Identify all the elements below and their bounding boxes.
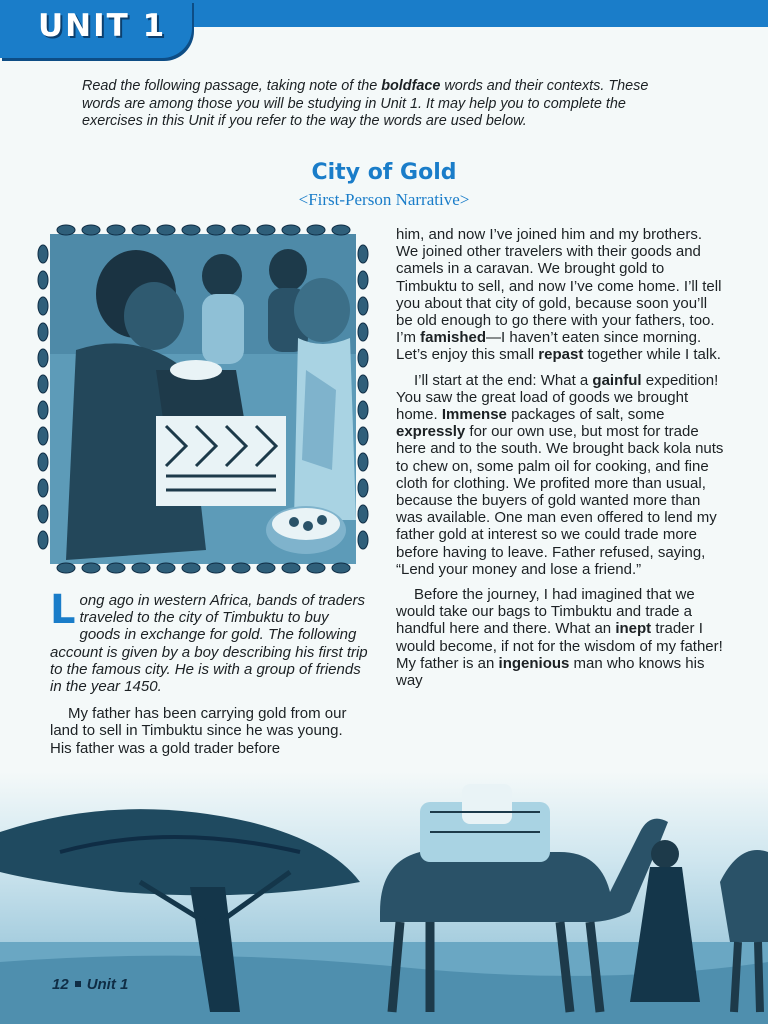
story-paragraph-3: I’ll start at the end: What a gainful expedition! You saw the great load of goods we brought home. Immense packages of salt, some expressly for our own use, but most for trade here and to the south. We brought back kola nuts to chew on, some palm oil for cooking, and fine cloth for clothing. We profited more than usual, because the buyers of gold wanted more than was available. One man even offered to lend my father gold at interest so we could trade more before having to leave. Father refused, saying, “Lend your money and lose a friend.” <box>396 371 724 578</box>
story-paragraph-4: Before the journey, I had imagined that we would take our bags to Timbuktu and trade a handful here and there. What an inept trader I would become, if not for the wisdom of my father! My father is an ingenious man who knows his way <box>396 586 723 690</box>
vocab-word-gainful: gainful <box>592 371 642 389</box>
intro-bold-word: boldface <box>381 78 441 94</box>
story-title: City of Gold <box>311 160 457 185</box>
intro-instructions <box>82 78 682 131</box>
page-footer <box>52 976 128 993</box>
narrative-intro <box>50 587 368 696</box>
drop-cap: L <box>50 587 76 633</box>
header-rule <box>188 25 768 27</box>
intro-text-1: Read the following passage, taking note of the <box>82 78 382 94</box>
right-column <box>396 226 726 697</box>
story-paragraph-2: him, and now I’ve joined him and my brothers. We joined other travelers with their goods and camels in a caravan. We brought gold to Timbuktu to sell, and now I’ve come home. I’ll tell you about that city of gold, because soon you’ll be old enough to go there with your fathers, too. I’m famished—I haven’t eaten since morning. Let’s enjoy this small repast together while I talk. <box>396 226 722 364</box>
unit-label: UNIT 1 <box>38 8 167 44</box>
intro-text-2: words and their contexts. These words are among those you will be studying in Unit 1. It may help you to complete the exercises in this Unit if you refer to the way the words are used below. <box>82 78 649 129</box>
vocab-word-repast: repast <box>538 346 584 364</box>
vocab-word-famished: famished <box>420 329 487 347</box>
vocab-word-immense: Immense <box>441 406 507 424</box>
footer-unit-label: Unit 1 <box>86 976 129 993</box>
unit-tab <box>0 0 192 58</box>
vocab-word-expressly: expressly <box>396 423 466 441</box>
story-paragraph-1: My father has been carrying gold from our land to sell in Timbuktu since he was young. His father was a gold trader before <box>50 705 347 757</box>
vocab-word-ingenious: ingenious <box>498 654 570 672</box>
vocab-word-inept: inept <box>615 620 652 638</box>
left-column <box>50 587 368 765</box>
story-subtitle: <First-Person Narrative> <box>298 190 470 209</box>
market-illustration <box>36 220 370 578</box>
footer-bullet <box>75 981 81 987</box>
narrative-intro-text: ong ago in western Africa, bands of traders traveled to the city of Timbuktu to buy goods in exchange for gold. The following account is given by a boy describing his first trip to the famous city. He is with a group of friends in the year 1450. <box>50 592 368 696</box>
page-number: 12 <box>52 976 69 993</box>
